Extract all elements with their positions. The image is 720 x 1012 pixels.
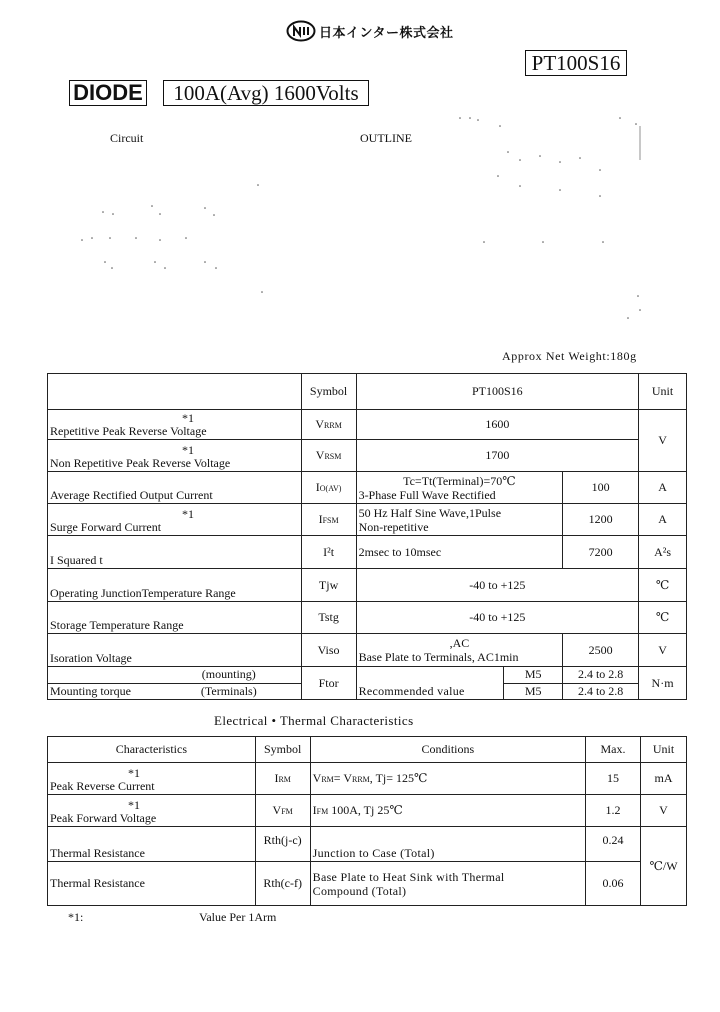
char-header-unit: Unit	[640, 737, 686, 763]
torque-cond-blank	[357, 667, 504, 683]
row-vrsm-value: 1700	[356, 440, 639, 472]
char-header-conditions: Conditions	[310, 737, 585, 763]
row-i2t-name: I Squared t	[48, 536, 302, 569]
company-name: 日本インター株式会社	[319, 25, 454, 41]
row-tjw-unit: ℃	[639, 569, 687, 602]
row-ifsm-symbol: IFSM	[301, 504, 356, 536]
row-i2t-symbol: I²t	[301, 536, 356, 569]
outline-label: OUTLINE	[360, 131, 412, 145]
ratings-table	[47, 373, 687, 700]
row-voltage-unit: V	[639, 410, 687, 472]
row-tjw-value: -40 to +125	[356, 569, 639, 602]
torque-blank	[48, 667, 157, 683]
char-rthcf-name: Thermal Resistance	[48, 862, 256, 906]
drawing-remnants	[0, 0, 720, 360]
row-io-symbol: IO(AV)	[301, 472, 356, 504]
part-number-box: PT100S16	[525, 50, 627, 76]
char-rthjc-name: Thermal Resistance	[48, 827, 256, 862]
row-torque-symbol: Ftor	[301, 667, 356, 700]
row-io-unit: A	[639, 472, 687, 504]
row-io-value: 100	[563, 472, 639, 504]
row-i2t-conditions: 2msec to 10msec	[356, 536, 563, 569]
header-symbol: Symbol	[301, 374, 356, 410]
char-irm-symbol: IRM	[255, 763, 310, 795]
row-viso-conditions: ,AC Base Plate to Terminals, AC1min	[356, 634, 563, 667]
row-viso-name: Isoration Voltage	[48, 634, 302, 667]
rating-box: 100A(Avg) 1600Volts	[163, 80, 369, 106]
row-vrrm-name: *1 Repetitive Peak Reverse Voltage	[48, 410, 302, 440]
char-irm-max: 15	[586, 763, 641, 795]
char-thermal-unit: ℃/W	[640, 827, 686, 906]
row-io-conditions: Tc=Tt(Terminal)=70℃ 3-Phase Full Wave Rectified	[356, 472, 563, 504]
row-ifsm-unit: A	[639, 504, 687, 536]
torque-screw-1: M5	[504, 667, 563, 683]
char-irm-unit: mA	[640, 763, 686, 795]
char-vfm-max: 1.2	[586, 795, 641, 827]
char-rthcf-max: 0.06	[586, 862, 641, 906]
torque-inner	[48, 667, 301, 699]
row-tjw-symbol: Tjw	[301, 569, 356, 602]
torque-part-terminals: (Terminals)	[200, 683, 257, 698]
char-irm-name: *1 Peak Reverse Current	[48, 763, 256, 795]
header-blank	[48, 374, 302, 410]
char-vfm-conditions: IFM 100A, Tj 25℃	[310, 795, 585, 827]
char-header-characteristics: Characteristics	[48, 737, 256, 763]
row-torque-conditions	[356, 667, 563, 700]
row-vrrm-symbol: VRRM	[301, 410, 356, 440]
footnote-mark: *1:	[68, 910, 84, 924]
row-ifsm-value: 1200	[563, 504, 639, 536]
row-tstg-value: -40 to +125	[356, 602, 639, 634]
torque-name: Mounting torque	[50, 683, 131, 698]
header-part: PT100S16	[356, 374, 639, 410]
row-io-name: Average Rectified Output Current	[48, 472, 302, 504]
row-i2t-unit: A²s	[639, 536, 687, 569]
char-header-max: Max.	[586, 737, 641, 763]
char-irm-conditions: VRM= VRRM, Tj= 125℃	[310, 763, 585, 795]
row-torque-range-1: 2.4 to 2.8	[563, 667, 639, 684]
row-viso-unit: V	[639, 634, 687, 667]
char-header-symbol: Symbol	[255, 737, 310, 763]
characteristics-table	[47, 736, 687, 906]
section-title: Electrical • Thermal Characteristics	[214, 713, 414, 728]
row-ifsm-name: *1 Surge Forward Current	[48, 504, 302, 536]
circuit-label: Circuit	[110, 131, 144, 145]
char-rthjc-conditions: Junction to Case (Total)	[310, 827, 585, 862]
row-tstg-unit: ℃	[639, 602, 687, 634]
header-unit: Unit	[639, 374, 687, 410]
char-vfm-unit: V	[640, 795, 686, 827]
row-vrsm-symbol: VRSM	[301, 440, 356, 472]
char-vfm-name: *1 Peak Forward Voltage	[48, 795, 256, 827]
footnote-text: Value Per 1Arm	[199, 910, 277, 924]
row-ifsm-conditions: 50 Hz Half Sine Wave,1Pulse Non-repetitive	[356, 504, 563, 536]
torque-cond-text: Recommended value	[358, 683, 465, 698]
char-rthjc-symbol: Rth(j-c)	[255, 827, 310, 862]
row-i2t-value: 7200	[563, 536, 639, 569]
device-type-box: DIODE	[69, 80, 147, 106]
row-vrsm-name: *1 Non Repetitive Peak Reverse Voltage	[48, 440, 302, 472]
row-tstg-symbol: Tstg	[301, 602, 356, 634]
row-torque-unit: N·m	[639, 667, 687, 700]
char-rthjc-max: 0.24	[586, 827, 641, 862]
net-weight: Approx Net Weight:180g	[502, 349, 637, 363]
torque-part-mounting: (mounting)	[157, 667, 301, 683]
char-rthcf-symbol: Rth(c-f)	[255, 862, 310, 906]
torque-cond-inner	[357, 667, 563, 699]
torque-screw-2: M5	[504, 683, 563, 699]
char-vfm-symbol: VFM	[255, 795, 310, 827]
row-viso-symbol: Viso	[301, 634, 356, 667]
row-torque-range-2: 2.4 to 2.8	[563, 683, 639, 700]
row-tstg-name: Storage Temperature Range	[48, 602, 302, 634]
row-viso-value: 2500	[563, 634, 639, 667]
char-rthcf-conditions: Base Plate to Heat Sink with Thermal Compound (Total)	[310, 862, 585, 906]
row-torque-name-cell	[48, 667, 302, 700]
row-tjw-name: Operating JunctionTemperature Range	[48, 569, 302, 602]
row-vrrm-value: 1600	[356, 410, 639, 440]
